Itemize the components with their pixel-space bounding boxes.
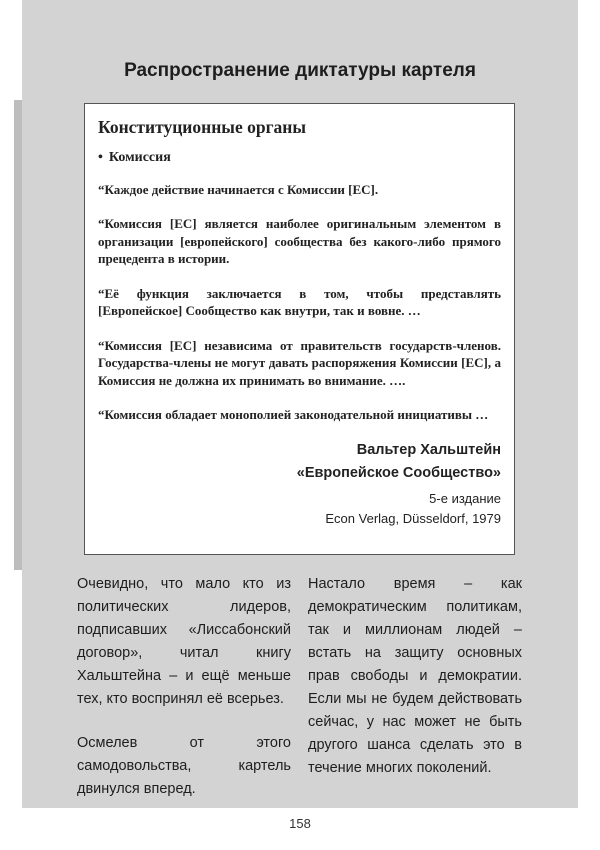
left-column (77, 573, 291, 801)
box-heading: Конституционные органы (98, 117, 307, 137)
bullet-item (98, 149, 501, 167)
attribution-author: Вальтер Хальштейн (356, 441, 501, 458)
quote-paragraph: “Комиссия [ЕС] является наиболее оригинальным элементом в организации [европейского] сообщества без какого-либо прямого прецедента в истории. (98, 216, 501, 266)
quote-box (84, 103, 515, 555)
attribution-book: «Европейское Сообщество» (296, 464, 501, 481)
quote-paragraph: “Комиссия обладает монополией законодательной инициативы … (98, 407, 489, 422)
body-paragraph: Настало время – как демократическим политикам, так и миллионам людей – встать на защиту основных прав свободы и демократии. Если мы не будем действовать сейчас, у нас может не быть другого шанса сделать это в течение многих поколений. (308, 576, 522, 776)
right-column (308, 573, 522, 780)
quote-paragraph: “Комиссия [ЕС] независима от правительств государств-членов. Государства-члены не могут давать распоряжения Комиссии [ЕС], а Комиссия не должна их принимать во внимание. …. (98, 337, 501, 388)
page-title: Распространение диктатуры картеля (124, 60, 476, 81)
attribution (98, 439, 501, 529)
bullet-label: Комиссия (108, 150, 171, 165)
page-edge-marker (14, 100, 22, 570)
attribution-edition: 5-е издание (429, 490, 501, 506)
body-paragraph: Очевидно, что мало кто из политических лидеров, подписавших «Лиссабонский договор», читал книгу Хальштейна – и ещё меньше тех, кто воспринял её всерьез. (77, 576, 291, 707)
attribution-publisher: Econ Verlag, Düsseldorf, 1979 (325, 510, 501, 526)
page-number: 158 (289, 816, 311, 831)
quote-paragraph: “Её функция заключается в том, чтобы представлять [Европейское] Сообщество как внутри, так и вовне. … (98, 285, 501, 318)
quote-paragraph: “Каждое действие начинается с Комиссии [ЕС]. (98, 181, 379, 197)
bullet-dot-icon: • (98, 150, 103, 165)
body-paragraph: Осмелев от этого самодовольства, картель двинулся вперед. (77, 735, 291, 797)
